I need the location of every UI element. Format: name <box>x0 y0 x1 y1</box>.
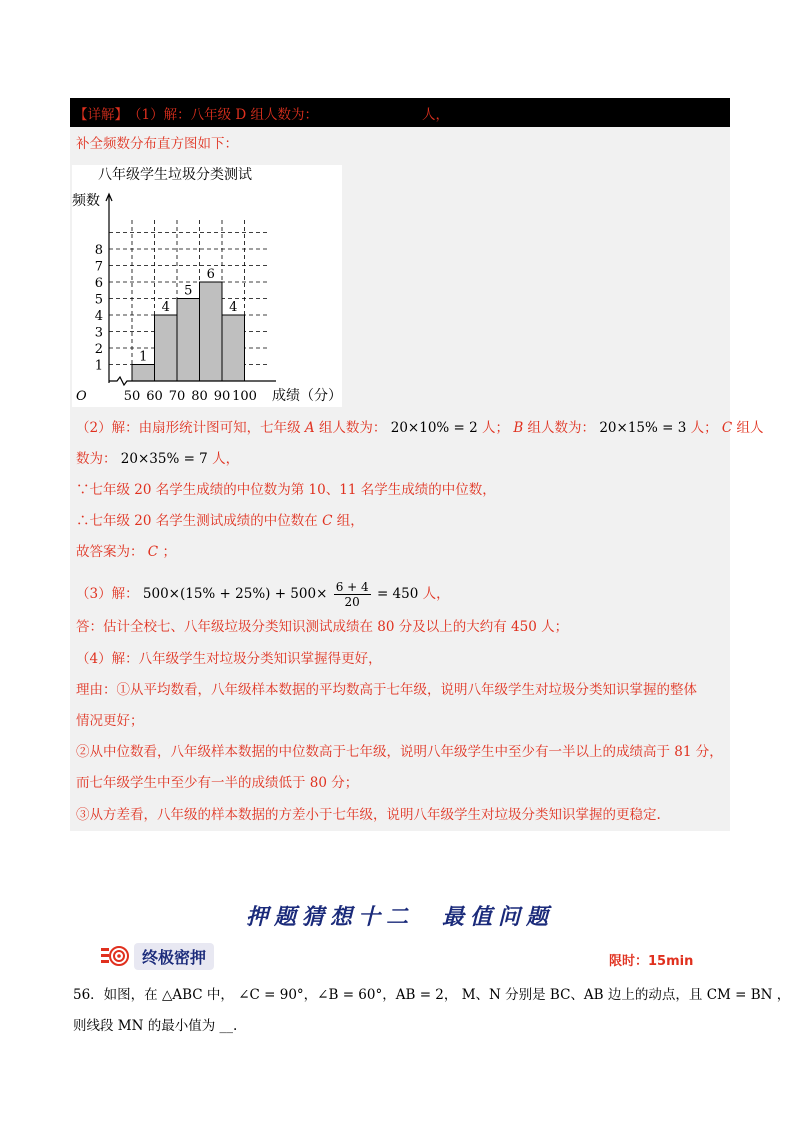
y-tick-label: 8 <box>94 243 103 258</box>
math: M、N <box>461 987 501 1003</box>
histogram-bar <box>200 282 223 381</box>
x-tick-label: 90 <box>213 389 231 404</box>
text: 分别是 <box>505 987 546 1003</box>
var-c: C <box>322 513 333 529</box>
x-tick-label: 60 <box>146 389 163 404</box>
x-axis-label: 成绩（分） <box>272 388 342 404</box>
bar-value-label: 1 <box>139 349 148 365</box>
x-ticks-group <box>124 389 257 404</box>
y-tick-label: 2 <box>94 342 103 357</box>
bar-value-label: 4 <box>161 300 170 315</box>
x-tick-label: 50 <box>123 389 141 404</box>
question-line-2 <box>73 1016 237 1036</box>
x-tick-label: 80 <box>191 389 208 404</box>
formula: = 450 <box>376 586 419 602</box>
text: 组人 <box>736 420 764 436</box>
formula: 20×15% = 3 <box>599 420 687 436</box>
line-part3 <box>76 580 450 609</box>
text: ∴七年级 20 名学生测试成绩的中位数在 <box>76 513 318 529</box>
line-reason-3: ③从方差看，八年级的样本数据的方差小于七年级，说明八年级学生对垃圾分类知识掌握的更稳定. <box>76 807 661 823</box>
var-c: C <box>721 420 733 436</box>
var-b: B <box>513 420 524 436</box>
y-tick-label: 6 <box>94 276 103 291</box>
fraction-numerator: 6 + 4 <box>335 580 369 594</box>
text: 56．如图，在 <box>73 987 158 1003</box>
histogram-bar <box>155 315 178 381</box>
text: 中， <box>206 987 234 1003</box>
text: 边上的动点，且 <box>607 987 703 1003</box>
badge-label: 终极密押 <box>134 943 214 970</box>
text: 组人数为： <box>527 420 596 436</box>
y-tick-label: 7 <box>94 259 103 275</box>
var-a: A <box>304 420 315 436</box>
line-reason-1: 理由：①从平均数看，八年级样本数据的平均数高于七年级，说明八年级学生对垃圾分类知识掌握的整体 <box>76 682 697 698</box>
math: CM = BN <box>706 987 773 1003</box>
formula: 20×35% = 7 <box>120 451 208 467</box>
header-bar <box>70 98 730 127</box>
question-line-1 <box>73 985 790 1005</box>
y-axis-label: 频数 <box>72 193 100 209</box>
line-answer-3: 答：估计全校七、八年级垃圾分类知识测试成绩在 80 分及以上的大约有 450 人； <box>76 619 569 635</box>
y-tick-label: 1 <box>94 358 103 374</box>
line-reason-1-cont: 情况更好； <box>76 713 144 729</box>
histogram-svg <box>72 165 342 407</box>
line-because: ∵七年级 20 名学生成绩的中位数为第 10、11 名学生成绩的中位数， <box>76 482 496 498</box>
line-reason-2: ②从中位数看，八年级样本数据的中位数高于七年级，说明八年级学生中至少有一半以上的成绩高于 81 分， <box>76 744 723 760</box>
line-part2 <box>76 418 764 438</box>
text: 人， <box>212 451 240 467</box>
badge <box>100 943 214 969</box>
math: ∠C = 90°，∠B = 60°，AB = 2， <box>238 987 458 1003</box>
math: BC、AB <box>549 987 604 1003</box>
time-limit: 限时：15min <box>609 954 694 969</box>
formula: 20×10% = 2 <box>390 420 478 436</box>
fraction-denominator: 20 <box>344 595 360 609</box>
histogram-bar <box>177 299 200 382</box>
text: 人； <box>482 420 510 436</box>
bar-value-label: 6 <box>206 267 215 282</box>
origin-label: O <box>76 389 87 404</box>
text: 数为： <box>76 451 117 467</box>
text: 人； <box>690 420 718 436</box>
y-tick-label: 4 <box>94 309 103 324</box>
line-therefore <box>76 511 364 531</box>
target-icon <box>100 944 130 968</box>
y-ticks-group <box>95 243 103 374</box>
y-tick-label: 3 <box>94 325 103 341</box>
line-complete-histogram: 补全频数分布直方图如下： <box>76 136 238 152</box>
text: 组人数为： <box>318 420 387 436</box>
text: （3）解： <box>76 586 139 602</box>
section-title: 押题猜想十二 最值问题 <box>245 905 554 930</box>
text: 的最小值为 __. <box>147 1018 238 1034</box>
line-reason-2-cont: 而七年级学生中至少有一半的成绩低于 80 分； <box>76 775 359 791</box>
line-part2-cont <box>76 449 239 469</box>
text: 组， <box>336 513 364 529</box>
histogram-chart <box>72 165 342 407</box>
text: ， <box>776 987 791 1003</box>
text: （2）解：由扇形统计图可知，七年级 <box>76 420 301 436</box>
text: 故答案为： <box>76 544 144 560</box>
fraction <box>334 580 371 609</box>
y-tick-label: 5 <box>94 292 103 308</box>
line-answer-c <box>76 542 176 562</box>
bar-value-label: 4 <box>229 300 238 315</box>
x-tick-label: 70 <box>168 389 186 404</box>
histogram-bar <box>132 365 155 382</box>
header-text: （1）解：八年级 D 组人数为： <box>128 107 318 123</box>
line-part4: （4）解：八年级学生对垃圾分类知识掌握得更好， <box>76 651 382 667</box>
chart-title: 八年级学生垃圾分类测试 <box>98 167 252 183</box>
text: ； <box>162 544 176 560</box>
header-unit: 人， <box>422 107 449 123</box>
math: △ABC <box>161 987 203 1003</box>
histogram-bar <box>222 315 245 381</box>
x-tick-label: 100 <box>232 389 257 404</box>
bar-value-label: 5 <box>184 283 193 299</box>
text: 则线段 <box>73 1018 114 1034</box>
text: 人， <box>422 586 450 602</box>
answer-tag: 【详解】 <box>74 107 128 123</box>
formula: 500×(15% + 25%) + 500× <box>142 586 328 602</box>
var-c: C <box>147 544 159 560</box>
math: MN <box>117 1018 144 1034</box>
